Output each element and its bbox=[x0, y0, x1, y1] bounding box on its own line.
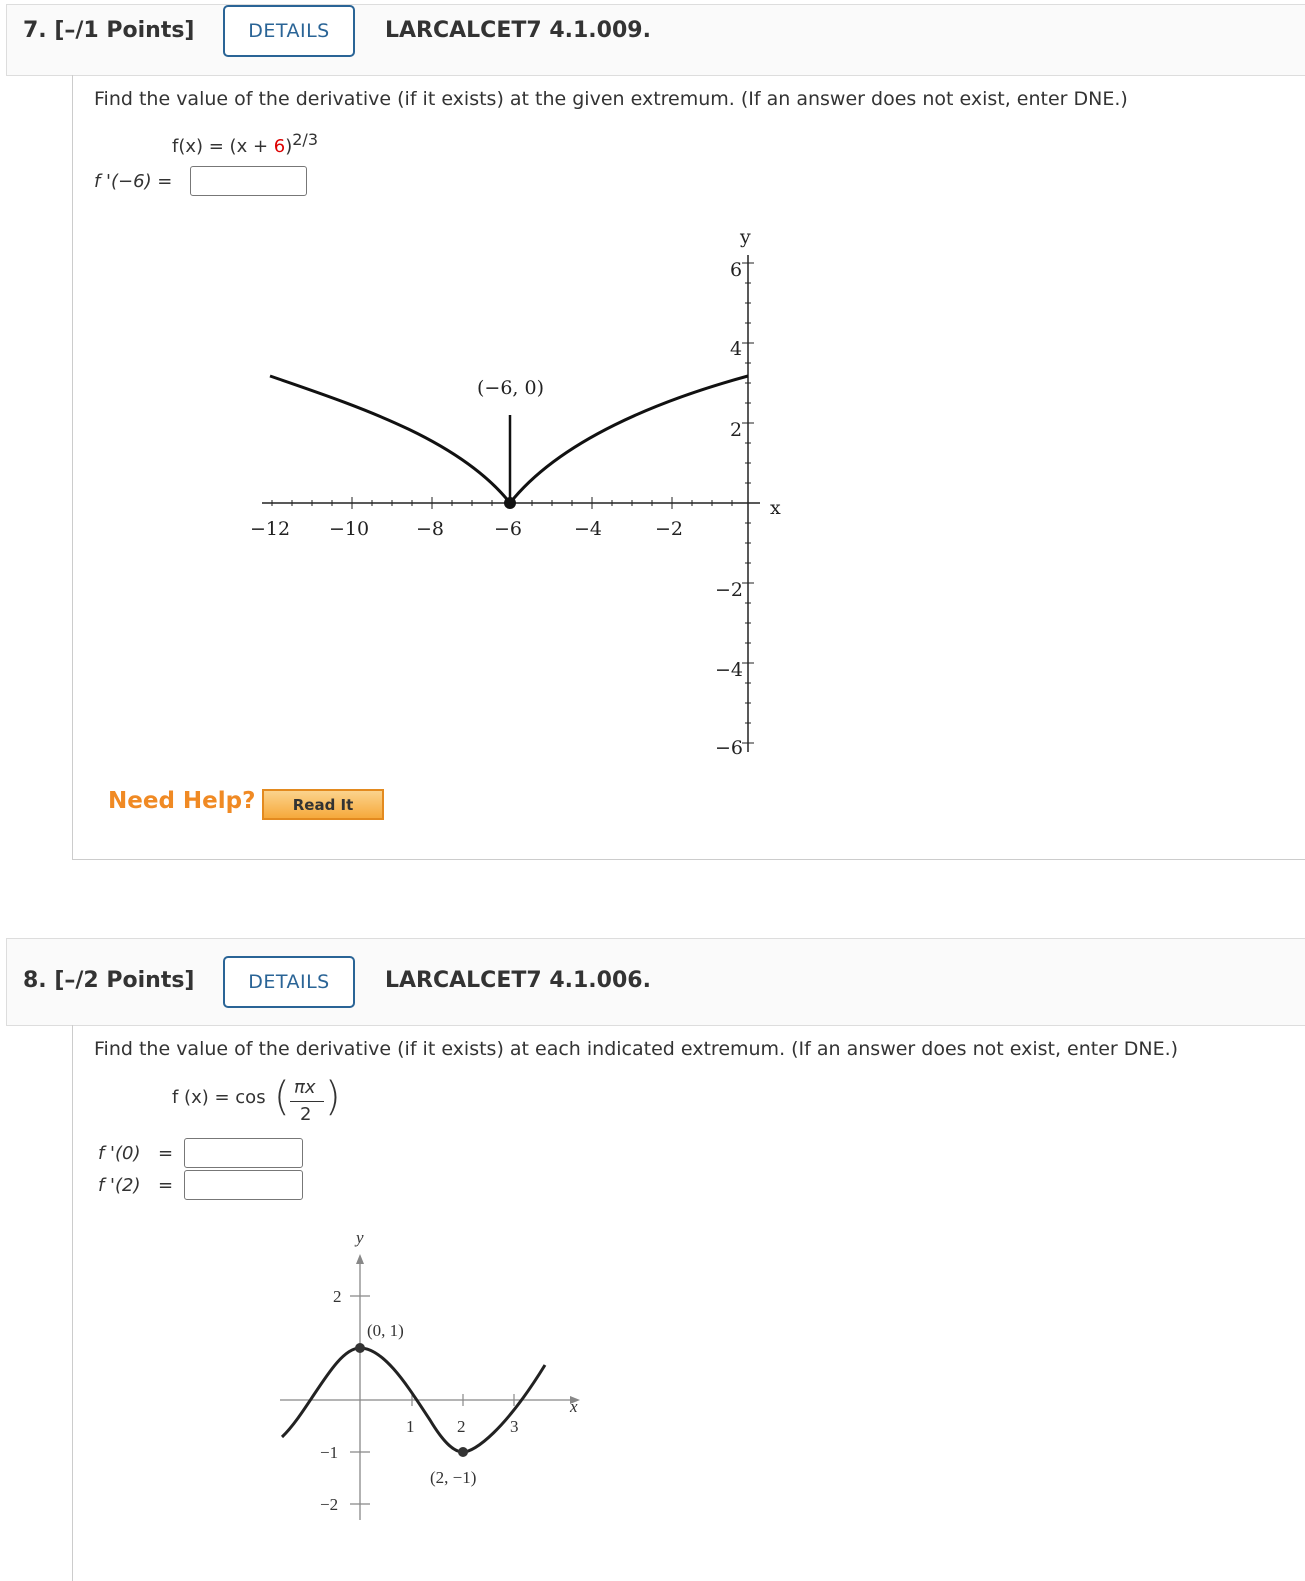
q7-y-tick: −6 bbox=[715, 737, 744, 759]
q7-prompt: Find the value of the derivative (if it exists) at the given extremum. (If an answer does not exist, enter DNE.) bbox=[94, 88, 1128, 110]
q8-answer1-label: f '(0) bbox=[98, 1143, 141, 1164]
q7-answer-label: f '(−6) = bbox=[94, 171, 173, 192]
q7-y-tick: −2 bbox=[715, 579, 744, 601]
q7-function bbox=[172, 130, 318, 157]
q7-function-lhs: f(x) = (x + bbox=[172, 136, 274, 157]
q8-y-tick: 2 bbox=[333, 1287, 342, 1306]
q8-y-label: y bbox=[356, 1228, 364, 1247]
q8-y-arrow bbox=[356, 1254, 364, 1264]
q8-prompt: Find the value of the derivative (if it exists) at each indicated extremum. (If an answer does not exist, enter DNE.) bbox=[94, 1038, 1179, 1060]
q8-y-tick: −2 bbox=[320, 1495, 339, 1514]
q8-answer2-input[interactable] bbox=[184, 1170, 303, 1200]
q8-number: 8. [–/2 Points] bbox=[23, 968, 195, 993]
q8-point1-label: (0, 1) bbox=[367, 1321, 404, 1340]
q7-y-tick: −4 bbox=[715, 659, 744, 681]
q8-body bbox=[72, 1025, 1305, 1581]
q7-x-tick: −2 bbox=[655, 518, 684, 540]
q7-code: LARCALCET7 4.1.009. bbox=[385, 18, 651, 43]
q7-point-label: (−6, 0) bbox=[477, 377, 545, 399]
q8-header bbox=[6, 938, 1305, 1026]
q7-function-const: 6 bbox=[273, 136, 286, 157]
q8-paren-left: ( bbox=[274, 1074, 290, 1120]
q7-x-tick: −6 bbox=[494, 518, 523, 540]
q7-y-tick: 6 bbox=[730, 259, 743, 281]
q8-x-tick: 2 bbox=[457, 1417, 466, 1436]
q8-answer1-equals: = bbox=[158, 1143, 174, 1164]
q8-point2-label: (2, −1) bbox=[430, 1468, 477, 1487]
q8-x-label: x bbox=[570, 1397, 578, 1416]
q8-function-lhs: f (x) = cos bbox=[172, 1087, 266, 1108]
q8-function-numerator: πx bbox=[294, 1077, 316, 1098]
q8-details-button[interactable]: DETAILS bbox=[223, 956, 355, 1008]
q7-y-tick: 4 bbox=[730, 338, 743, 360]
q8-answer2-label: f '(2) bbox=[98, 1175, 141, 1196]
q7-graph bbox=[240, 218, 800, 768]
q8-point-max bbox=[355, 1343, 365, 1353]
q7-x-tick: −4 bbox=[574, 518, 603, 540]
q7-x-tick: −8 bbox=[416, 518, 445, 540]
q7-x-tick: −10 bbox=[329, 518, 370, 540]
q8-answer2-equals: = bbox=[158, 1175, 174, 1196]
q7-details-button[interactable]: DETAILS bbox=[223, 5, 355, 57]
q8-paren-right: ) bbox=[325, 1074, 341, 1120]
q8-y-tick: −1 bbox=[320, 1443, 339, 1462]
q8-fraction-bar bbox=[290, 1101, 324, 1102]
read-it-button[interactable]: Read It bbox=[262, 789, 384, 820]
q7-x-tick: −12 bbox=[250, 518, 291, 540]
q8-point-min bbox=[458, 1447, 468, 1457]
q7-function-exponent: 2/3 bbox=[292, 130, 318, 149]
q8-x-tick: 3 bbox=[510, 1417, 519, 1436]
q8-graph bbox=[270, 1225, 590, 1535]
q7-header bbox=[6, 4, 1305, 76]
q8-x-tick: 1 bbox=[406, 1417, 415, 1436]
q7-answer-input[interactable] bbox=[190, 166, 307, 196]
q7-number: 7. [–/1 Points] bbox=[23, 18, 195, 43]
q8-code: LARCALCET7 4.1.006. bbox=[385, 968, 651, 993]
need-help-label: Need Help? bbox=[108, 788, 256, 814]
q7-x-label: x bbox=[770, 497, 781, 519]
q7-y-label: y bbox=[740, 226, 751, 248]
q8-answer1-input[interactable] bbox=[184, 1138, 303, 1168]
q7-cusp-point bbox=[504, 497, 516, 509]
q7-function-rhs: ) bbox=[285, 136, 293, 157]
q8-function-denominator: 2 bbox=[300, 1104, 312, 1125]
q7-y-tick: 2 bbox=[730, 419, 743, 441]
